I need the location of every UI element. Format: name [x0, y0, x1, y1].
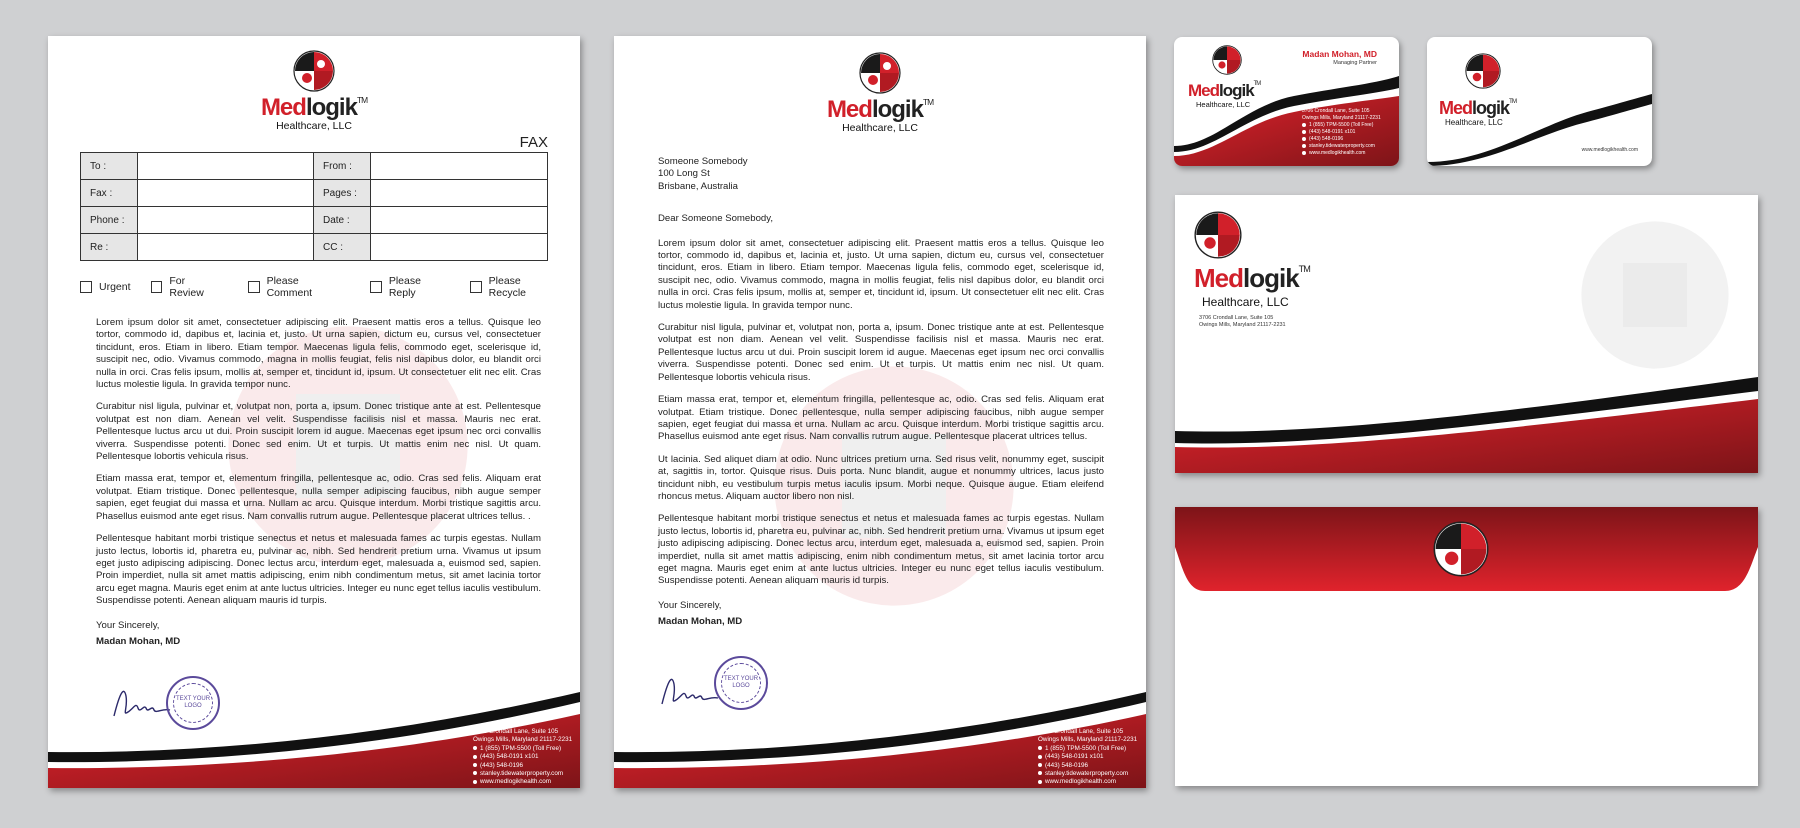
email-icon: [473, 771, 477, 775]
fax-field-cc[interactable]: [371, 234, 548, 261]
puzzle-logo-icon: [293, 50, 335, 92]
checkbox-icon: [80, 281, 92, 293]
phone-toll: 1 (855) TPM-5500 (Toll Free): [480, 744, 562, 752]
paragraph: Curabitur nisl ligula, pulvinar et, volutpat non, porta a, ipsum. Donec tristique ante at est. Pellentesque volutpat est non diam. Aenean vel velit. Suspendisse facilisis nisl et massa. Mauris nec erat. Pellentesque luctus arcu ut dui. Proin suscipit lorem id augue. Maecenas eget ipsum nec orci convallis viverra. Suspendisse potenti. Donec sed enim. Ut et turpis. Ut mattis enim nec nisl. Ut quam. Pellentesque lobortis vehicula risus.: [96, 401, 541, 463]
fax-label: Date :: [314, 207, 371, 234]
phone-icon: [1302, 130, 1306, 134]
fax-field-pages[interactable]: [371, 180, 548, 207]
email[interactable]: stanley.tidewaterproperty.com: [480, 770, 564, 778]
fax-label: Fax :: [81, 180, 138, 207]
card-contact: [1302, 108, 1381, 157]
fax-header-table: [80, 152, 548, 261]
phone-icon: [473, 746, 477, 750]
fax-title: FAX: [519, 134, 548, 151]
checkbox-icon: [151, 281, 163, 293]
business-card-back: [1427, 37, 1652, 166]
web-icon: [1302, 151, 1306, 155]
fax-row: [81, 207, 548, 234]
website[interactable]: www.medlogikhealth.com: [1045, 778, 1117, 786]
brand-name: Medlogik™: [1194, 263, 1310, 293]
recipient-line: Brisbane, Australia: [658, 180, 738, 192]
stamp-text: TEXT YOUR LOGO: [723, 676, 759, 689]
brand-subtitle: Healthcare, LLC: [1196, 100, 1251, 109]
recipient-block: [658, 156, 1104, 193]
letterhead-sheet: [614, 36, 1146, 788]
fax: (443) 548-0196: [480, 761, 524, 769]
envelope-front: [1175, 195, 1758, 473]
phone: (443) 548-0191 x101: [480, 753, 539, 761]
phone-toll: 1 (855) TPM-5500 (Toll Free): [1045, 744, 1127, 752]
logo: [614, 52, 1146, 134]
puzzle-logo-icon: [859, 52, 901, 94]
fax-label: CC :: [314, 234, 371, 261]
logo: [48, 50, 580, 132]
recipient-line: Someone Somebody: [658, 156, 748, 167]
checkbox-label: Please Comment: [266, 275, 313, 299]
fax-label: Re :: [81, 234, 138, 261]
checkbox-label: Please Recycle: [488, 275, 527, 299]
phone-toll: 1 (855) TPM-5500 (Toll Free): [1309, 122, 1374, 128]
web-icon: [1038, 780, 1042, 784]
brand-subtitle: Healthcare, LLC: [276, 120, 352, 132]
email-icon: [1302, 144, 1306, 148]
brand-name: Medlogik™: [826, 96, 934, 123]
puzzle-seal-icon: [1433, 521, 1489, 577]
checkbox-comment[interactable]: [248, 275, 346, 299]
paragraph: Etiam massa erat, tempor et, elementum fringilla, pellentesque ac, odio. Cras sed felis. Aliquam erat volutpat. Etiam tristique. Donec pellentesque, nulla semper adipiscing faucibus, nibh augue semper sapien, eget feugiat dui massa et urna. Nullam ac arcu. Quisque interdum. Morbi tristique sagittis arcu. Phasellus euismod ante eget risus. Nam convallis rutrum augue. Pellentesque placerat ultrices tellus.: [658, 394, 1104, 443]
fax-row: [81, 234, 548, 261]
web-icon: [473, 780, 477, 784]
recipient-line: 100 Long St: [658, 168, 710, 180]
checkbox-icon: [248, 281, 260, 293]
fax-checkboxes: [80, 275, 580, 299]
puzzle-logo-icon: [1465, 53, 1501, 89]
checkbox-label: For Review: [169, 275, 204, 299]
card-name: Madan Mohan, MD: [1302, 49, 1377, 59]
fax-field-from[interactable]: [371, 153, 548, 180]
checkbox-label: Urgent: [99, 281, 131, 293]
website: www.medlogikhealth.com: [1309, 150, 1366, 156]
letter-body: [658, 156, 1104, 639]
paragraph: Lorem ipsum dolor sit amet, consectetuer adipiscing elit. Praesent mattis eros a tellus. Quisque leo tortor, commodo id, dapibus et, lacinia et, justo. Ut urna sapien, dictum eu, cursus vel, consectetuer tincidunt, eros. Etiam in libero. Etiam tempor. Maecenas ligula felis, commodo eget, scelerisque id, suscipit nec, odio. Vivamus commodo, magna in mollis feugiat, felis nisl dapibus dolor, eu blandit orci nulla in orci. Cras felis ipsum, mollis at, semper et, tincidunt id, ipsum. Ut consectetuer elit nec elit. Cras luctus molestie ligula. In gravida tempor nunc.: [658, 237, 1104, 311]
fax-body: [96, 317, 541, 658]
brand-subtitle: Healthcare, LLC: [1202, 295, 1289, 309]
address-line: Owings Mills, Maryland 21117-2231: [473, 736, 573, 744]
fax-field-to[interactable]: [138, 153, 314, 180]
fax-icon: [1302, 137, 1306, 141]
fax-icon: [473, 763, 477, 767]
fax-row: [81, 180, 548, 207]
card-wave: [1427, 86, 1652, 166]
footer-contact: [1038, 728, 1137, 787]
checkbox-recycle[interactable]: [470, 275, 560, 299]
fax-label: Pages :: [314, 180, 371, 207]
paragraph: Curabitur nisl ligula, pulvinar et, volutpat non, porta a, ipsum. Donec tristique ante at est. Pellentesque volutpat est non diam. Aenean vel velit. Suspendisse facilisis nisl et massa. Mauris nec erat. Pellentesque luctus arcu ut dui. Proin suscipit lorem id augue. Maecenas eget ipsum nec orci convallis viverra. Suspendisse potenti. Donec sed enim. Ut et turpis. Ut mattis enim nec nisl. Ut quam. Pellentesque lobortis vehicula risus.: [658, 322, 1104, 383]
brand-subtitle: Healthcare, LLC: [842, 122, 918, 134]
address-line: Owings Mills, Maryland 21117-2231: [1038, 736, 1138, 744]
address-line: 3706 Crondall Lane, Suite 105: [473, 728, 559, 735]
paragraph: Lorem ipsum dolor sit amet, consectetuer adipiscing elit. Praesent mattis eros a tellus. Quisque leo tortor, commodo id, dapibus et, lacinia et, justo. Ut urna sapien, dictum eu, cursus vel, consectetuer tincidunt, eros. Etiam in libero. Etiam tempor. Maecenas ligula felis, commodo eget, scelerisque id, suscipit nec, odio. Vivamus commodo, magna in mollis feugiat, felis nisl dapibus dolor, eu blandit orci nulla in orci. Cras felis ipsum, mollis at, semper et, tincidunt id, ipsum. Ut consectetuer elit nec elit. Cras luctus molestie ligula. In gravida tempor nunc.: [96, 317, 541, 391]
fax-field-phone[interactable]: [138, 207, 314, 234]
brand-name: Medlogik™: [1439, 98, 1517, 118]
fax-field-fax[interactable]: [138, 180, 314, 207]
brand-name: Medlogik™: [260, 94, 368, 121]
fax-label: Phone :: [81, 207, 138, 234]
email: stanley.tidewaterproperty.com: [1309, 143, 1375, 149]
address-line: Owings Mills, Maryland 21117-2231: [1199, 322, 1286, 328]
checkbox-icon: [370, 281, 382, 293]
brand-name: Medlogik™: [1188, 81, 1261, 100]
phone: (443) 548-0191 x101: [1045, 753, 1104, 761]
closing: Your Sincerely,: [658, 599, 722, 611]
checkbox-urgent[interactable]: [80, 281, 131, 293]
phone: (443) 548-0191 x101: [1309, 129, 1356, 135]
fax-label: To :: [81, 153, 138, 180]
checkbox-review[interactable]: [151, 275, 222, 299]
puzzle-watermark-icon: [1575, 215, 1735, 375]
address-line: Owings Mills, Maryland 21117-2231: [1302, 115, 1381, 121]
paragraph: Ut lacinia. Sed aliquet diam at odio. Nunc ultrices pretium urna. Sed risus velit, nonummy eget, suscipit at, sagittis in, tortor. Quisque risus. Duis porta. Nunc blandit, augue et nonummy ultrices, lacus justo tincidunt nibh, eu vestibulum turpis metus iaculis ipsum. Morbi neque. Quisque augue. Etiam eleifend rhoncus metus. Aliquam auctor libero non nisl.: [658, 453, 1104, 502]
paragraph: Pellentesque habitant morbi tristique senectus et netus et malesuada fames ac turpis egestas. Nullam justo lectus, lobortis id, pharetra eu, pulvinar ac, nibh. Sed hendrerit pretium urna. Vivamus ut ipsum eget justo adipiscing adipiscing. Donec lectus arcu, interdum eget, malesuada a, euismod sed, sapien. Proin imperdiet, nulla sit amet mattis adipiscing, enim nibh condimentum metus, sit amet lacinia tortor arcu eget magna. Mauris eget enim at ante luctus ultricies. Integer eu nunc eget tellus iaculis vestibulum. Suspendisse potenti. Aenean aliquam mauris id turpis.: [658, 513, 1104, 587]
phone-icon: [1038, 746, 1042, 750]
paragraph: Pellentesque habitant morbi tristique senectus et netus et malesuada fames ac turpis egestas. Nullam justo lectus, lobortis id, pharetra eu, pulvinar ac, nibh. Sed hendrerit pretium urna. Vivamus ut ipsum eget justo adipiscing adipiscing. Donec lectus arcu, interdum eget, malesuada a, euismod sed, sapien. Proin imperdiet, nulla sit amet mattis adipiscing, enim nibh condimentum metus, sit amet lacinia tortor arcu eget magna. Mauris eget enim at ante luctus ultricies. Integer eu nunc eget tellus iaculis vestibulum. Suspendisse potenti. Aenean aliquam mauris id turpis.: [96, 533, 541, 607]
phone-icon: [1302, 123, 1306, 127]
stamp-text: TEXT YOUR LOGO: [175, 696, 211, 709]
fax: (443) 548-0196: [1309, 136, 1344, 142]
phone-icon: [1038, 755, 1042, 759]
address-line: 3706 Crondall Lane, Suite 105: [1302, 108, 1370, 114]
email-icon: [1038, 771, 1042, 775]
checkbox-label: Please Reply: [388, 275, 421, 299]
envelope-back: [1175, 507, 1758, 786]
salutation: Dear Someone Somebody,: [658, 213, 774, 225]
brand-subtitle: Healthcare, LLC: [1445, 118, 1503, 127]
phone-icon: [473, 755, 477, 759]
website: www.medlogikhealth.com: [1581, 146, 1638, 153]
business-card-front: [1174, 37, 1399, 166]
puzzle-logo-icon: [1194, 211, 1242, 259]
closing: Your Sincerely,: [96, 619, 160, 631]
fax-sheet: [48, 36, 580, 788]
address-line: 3706 Crondall Lane, Suite 105: [1038, 728, 1124, 735]
fax-field-re[interactable]: [138, 234, 314, 261]
checkbox-reply[interactable]: [370, 275, 450, 299]
fax-row: [81, 153, 548, 180]
fax: (443) 548-0196: [1045, 761, 1089, 769]
card-role: Managing Partner: [1333, 60, 1377, 66]
address-line: 3706 Crondall Lane, Suite 105: [1199, 315, 1274, 321]
fax-field-date[interactable]: [371, 207, 548, 234]
paragraph: Etiam massa erat, tempor et, elementum fringilla, pellentesque ac, odio. Cras sed felis. Aliquam erat volutpat. Etiam tristique. Donec pellentesque, nulla semper adipiscing faucibus, nibh augue semper sapien, eget feugiat dui massa et urna. Nullam ac arcu. Quisque interdum. Morbi tristique sagittis arcu. Phasellus euismod ante eget risus. Nam convallis rutrum augue. Pellentesque placerat ultrices tellus. .: [96, 473, 541, 522]
signer-name: Madan Mohan, MD: [658, 616, 743, 628]
footer-contact: [473, 728, 572, 787]
website[interactable]: www.medlogikhealth.com: [480, 778, 552, 786]
envelope-wave: [1175, 377, 1758, 473]
checkbox-icon: [470, 281, 482, 293]
email[interactable]: stanley.tidewaterproperty.com: [1045, 770, 1129, 778]
envelope-address: [1199, 315, 1286, 329]
signer-name: Madan Mohan, MD: [96, 635, 181, 647]
fax-label: From :: [314, 153, 371, 180]
fax-icon: [1038, 763, 1042, 767]
